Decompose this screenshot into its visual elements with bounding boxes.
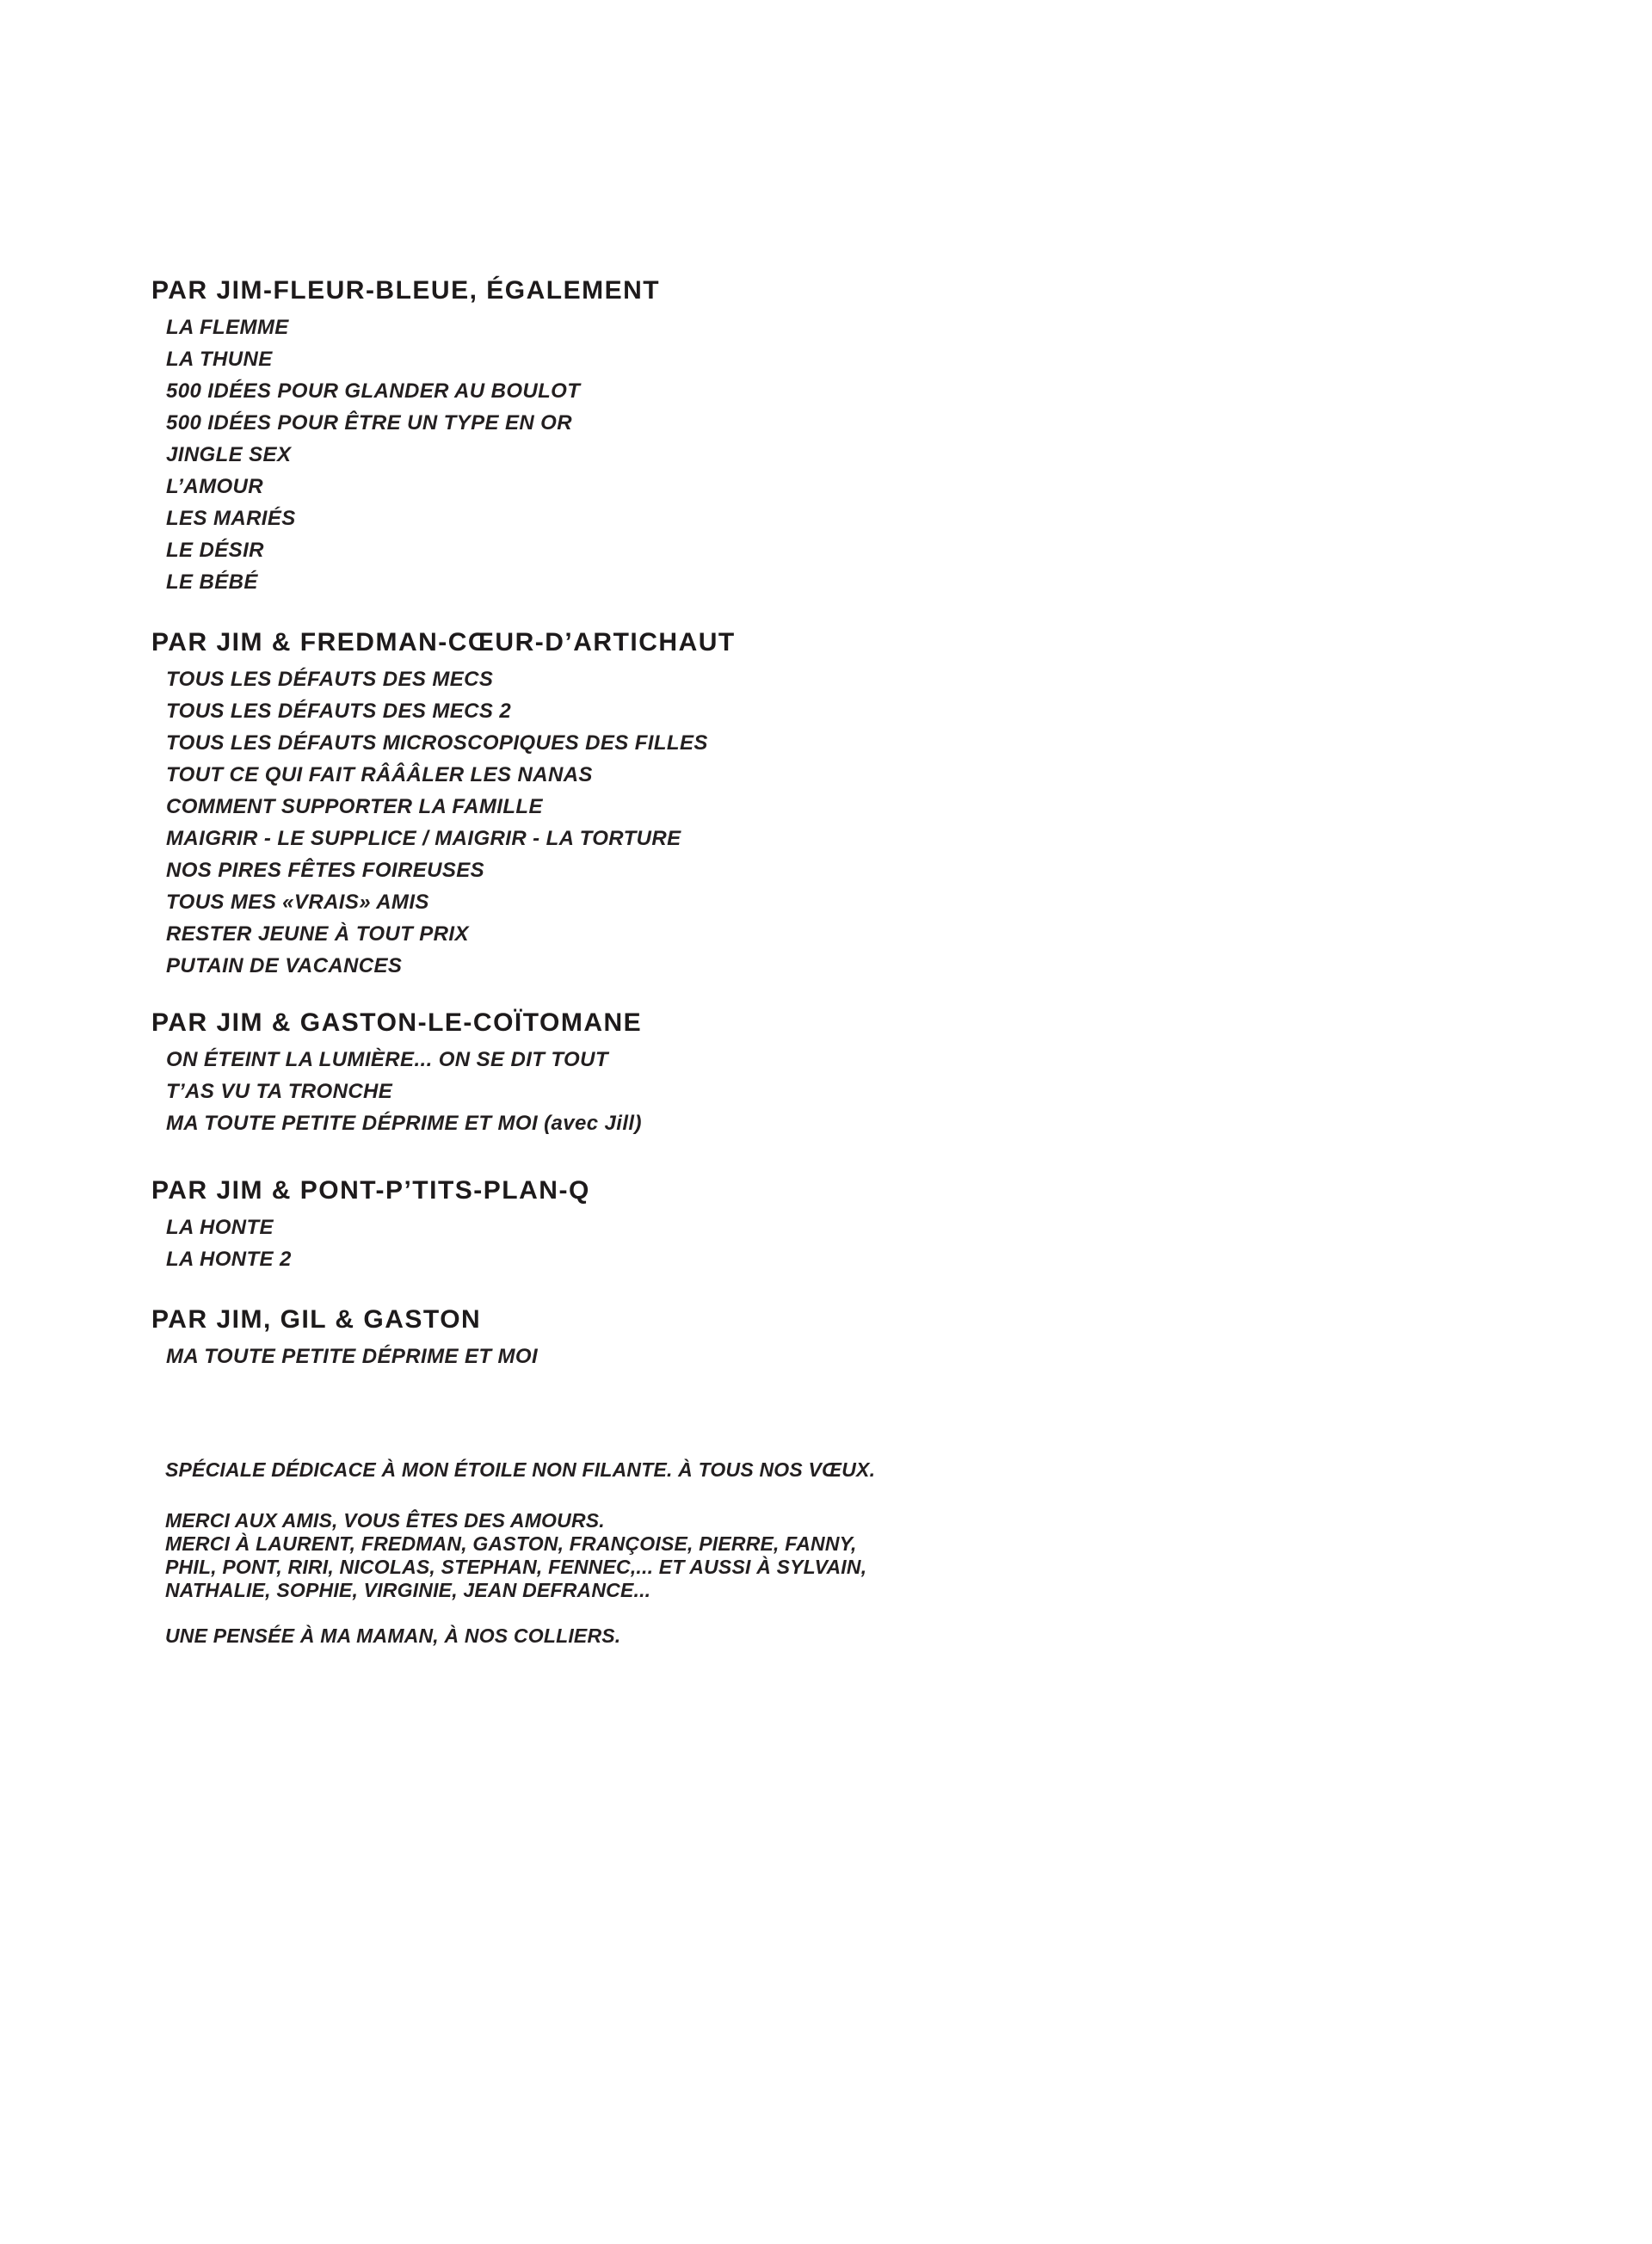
- book-title: LA HONTE 2: [166, 1248, 292, 1271]
- book-title-list: [166, 1341, 875, 1372]
- book-title: 500 IDÉES POUR GLANDER AU BOULOT: [166, 379, 581, 403]
- section-jim-pont: [151, 1177, 875, 1275]
- dedication-lead: SPÉCIALE DÉDICACE À MON ÉTOILE NON FILANTE. À TOUS NOS VŒUX.: [165, 1458, 876, 1481]
- dedication-thanks: [165, 1509, 875, 1602]
- section-jim-fleur-bleue: [151, 277, 875, 598]
- book-title: TOUS LES DÉFAUTS MICROSCOPIQUES DES FILLES: [166, 731, 708, 755]
- book-title: NOS PIRES FÊTES FOIREUSES: [166, 859, 485, 882]
- book-title: LA HONTE: [166, 1216, 274, 1239]
- book-title: TOUS LES DÉFAUTS DES MECS 2: [166, 700, 512, 723]
- book-title: RESTER JEUNE À TOUT PRIX: [166, 922, 469, 946]
- book-title: MA TOUTE PETITE DÉPRIME ET MOI (avec Jill): [166, 1112, 642, 1135]
- section-heading: PAR JIM & PONT-P’TITS-PLAN-Q: [151, 1176, 590, 1205]
- book-title-list: [166, 663, 875, 982]
- book-title: JINGLE SEX: [166, 443, 292, 466]
- book-title: MA TOUTE PETITE DÉPRIME ET MOI: [166, 1345, 539, 1368]
- section-heading: PAR JIM-FLEUR-BLEUE, ÉGALEMENT: [151, 276, 661, 305]
- book-title: LE BÉBÉ: [166, 570, 258, 594]
- book-title: TOUS MES «VRAIS» AMIS: [166, 891, 429, 914]
- book-title-list: [166, 1211, 875, 1275]
- book-title: LES MARIÉS: [166, 507, 296, 530]
- dedication-thanks-line: NATHALIE, SOPHIE, VIRGINIE, JEAN DEFRANCE...: [165, 1579, 651, 1601]
- book-title: LE DÉSIR: [166, 539, 264, 562]
- book-title: LA THUNE: [166, 348, 273, 371]
- dedication-thanks-line: MERCI À LAURENT, FREDMAN, GASTON, FRANÇOISE, PIERRE, FANNY,: [165, 1532, 857, 1555]
- section-jim-gil-gaston: [151, 1306, 875, 1372]
- book-title: COMMENT SUPPORTER LA FAMILLE: [166, 795, 543, 818]
- book-title: 500 IDÉES POUR ÊTRE UN TYPE EN OR: [166, 411, 572, 435]
- dedication-thanks-line: MERCI AUX AMIS, VOUS ÊTES DES AMOURS.: [165, 1509, 605, 1532]
- book-title: LA FLEMME: [166, 316, 289, 339]
- book-title: TOUS LES DÉFAUTS DES MECS: [166, 668, 494, 691]
- book-title: PUTAIN DE VACANCES: [166, 954, 403, 977]
- bibliography-content: [0, 0, 875, 1648]
- book-title: MAIGRIR - LE SUPPLICE / MAIGRIR - LA TORTURE: [166, 827, 681, 850]
- dedication-thanks-line: PHIL, PONT, RIRI, NICOLAS, STEPHAN, FENNEC,... ET AUSSI À SYLVAIN,: [165, 1556, 867, 1578]
- section-heading: PAR JIM & GASTON-LE-COÏTOMANE: [151, 1008, 643, 1037]
- book-title: ON ÉTEINT LA LUMIÈRE... ON SE DIT TOUT: [166, 1048, 608, 1071]
- dedication-closing: UNE PENSÉE À MA MAMAN, À NOS COLLIERS.: [165, 1624, 621, 1647]
- dedication-block: [165, 1458, 875, 1648]
- book-title-list: [166, 311, 875, 598]
- section-jim-fredman: [151, 629, 875, 982]
- book-title: TOUT CE QUI FAIT RÂÂÂLER LES NANAS: [166, 763, 593, 786]
- section-heading: PAR JIM, GIL & GASTON: [151, 1305, 482, 1334]
- book-title-list: [166, 1044, 875, 1139]
- book-title: L’AMOUR: [166, 475, 264, 498]
- section-jim-gaston: [151, 1009, 875, 1139]
- book-title: T’AS VU TA TRONCHE: [166, 1080, 393, 1103]
- section-heading: PAR JIM & FREDMAN-CŒUR-D’ARTICHAUT: [151, 628, 736, 657]
